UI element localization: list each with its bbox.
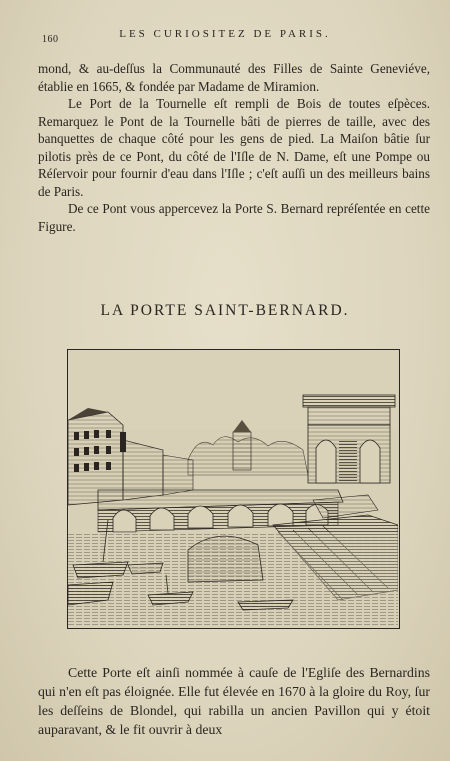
paragraph: Le Port de la Tournelle eſt rempli de Bois de toutes eſpèces. Remarquez le Pont de la Tournelle bâti de pierres de taille, avec des banquettes de chaque côté pour les gens de pied. La Maiſon bâtie ſur pilotis près de ce Pont, du côté de l'Iſle de N. Dame, eſt une Pompe ou Réſervoir pour fournir d'eau dans l'Iſle ; c'eſt auſſi un des meilleurs bains de Paris. (38, 96, 430, 199)
running-head: LES CURIOSITEZ DE PARIS. (119, 28, 331, 40)
page-number: 160 (42, 34, 59, 45)
engraving-illustration (67, 349, 400, 629)
top-text-block (38, 60, 430, 235)
paragraph: De ce Pont vous appercevez la Porte S. Bernard repréſentée en cette Figure. (38, 201, 430, 234)
paragraph: mond, & au-deſſus la Communauté des Filles de Sainte Geneviéve, établie en 1665, & fondée par Madame de Miramion. (38, 61, 430, 94)
paragraph: Cette Porte eſt ainſi nommée à cauſe de l'Egliſe des Bernardins qui n'en eſt pas éloignée. Elle fut élevée en 1670 à la gloire du Roy, ſur les deſſeins de Blondel, qui rabilla un ancien Pavillon qui y étoit auparavant, & le fit ouvrir à deux (38, 665, 430, 737)
porte-saint-bernard (303, 395, 395, 483)
section-title: LA PORTE SAINT-BERNARD. (100, 302, 350, 319)
bottom-text-block (38, 663, 430, 739)
